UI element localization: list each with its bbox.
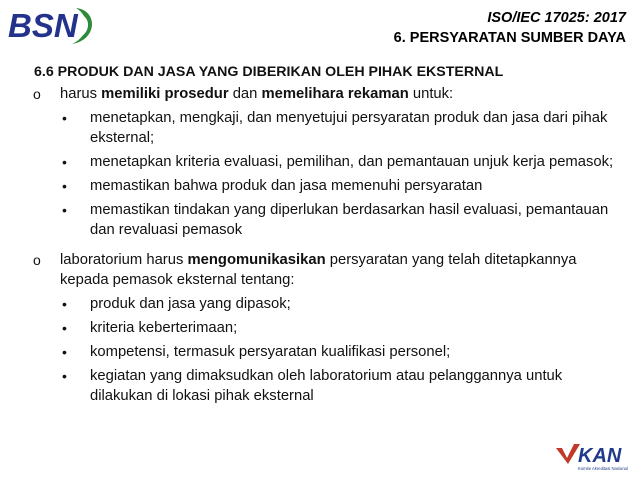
point-1-text: harus memiliki prosedur dan memelihara rekaman untuk:	[60, 86, 454, 102]
list-item: • memastikan bahwa produk dan jasa memenuhi persyaratan	[62, 178, 483, 194]
slide-body	[34, 62, 624, 406]
bullet-icon: •	[62, 154, 67, 170]
point-1-bullets	[34, 108, 624, 240]
circle-bullet-icon: o	[33, 86, 41, 102]
kan-tagline: Komite Akreditasi Nasional	[578, 466, 628, 471]
list-item: • produk dan jasa yang dipasok;	[62, 296, 291, 312]
list-item: • memastikan tindakan yang diperlukan berdasarkan hasil evaluasi, pemantauan dan revaluasi pemasok	[62, 202, 609, 238]
list-item: • kriteria keberterimaan;	[62, 320, 238, 336]
list-item: • kompetensi, termasuk persyaratan kualifikasi personel;	[62, 344, 451, 360]
bullet-icon: •	[62, 202, 67, 218]
section-title: 6.6 PRODUK DAN JASA YANG DIBERIKAN OLEH PIHAK EKSTERNAL	[34, 64, 504, 80]
bullet-icon: •	[62, 344, 67, 360]
main-point-1	[34, 84, 624, 104]
bsn-logo-text: BSN	[8, 7, 78, 44]
kan-logo-text: KAN	[578, 445, 622, 467]
point-2-text: laboratorium harus mengomunikasikan persyaratan yang telah ditetapkannya kepada pemasok eksternal tentang:	[60, 252, 577, 288]
slide-header	[394, 8, 626, 48]
chapter-title: 6. PERSYARATAN SUMBER DAYA	[393, 30, 626, 46]
bullet-icon: •	[62, 320, 67, 336]
bullet-icon: •	[62, 368, 67, 384]
kan-check-icon	[556, 444, 580, 464]
list-item: • kegiatan yang dimaksudkan oleh laboratorium atau pelanggannya untuk dilakukan di lokasi pihak eksternal	[62, 368, 563, 404]
bullet-icon: •	[62, 178, 67, 194]
circle-bullet-icon: o	[33, 252, 41, 268]
list-item: • menetapkan kriteria evaluasi, pemilihan, dan pemantauan unjuk kerja pemasok;	[62, 154, 614, 170]
bsn-logo	[6, 4, 98, 46]
point-2-bullets	[34, 294, 624, 406]
bullet-icon: •	[62, 110, 67, 126]
kan-logo	[554, 440, 630, 472]
bullet-icon: •	[62, 296, 67, 312]
list-item: • menetapkan, mengkaji, dan menyetujui persyaratan produk dan jasa dari pihak eksternal;	[62, 110, 608, 146]
standard-title: ISO/IEC 17025: 2017	[487, 10, 626, 26]
main-point-2	[34, 250, 624, 290]
